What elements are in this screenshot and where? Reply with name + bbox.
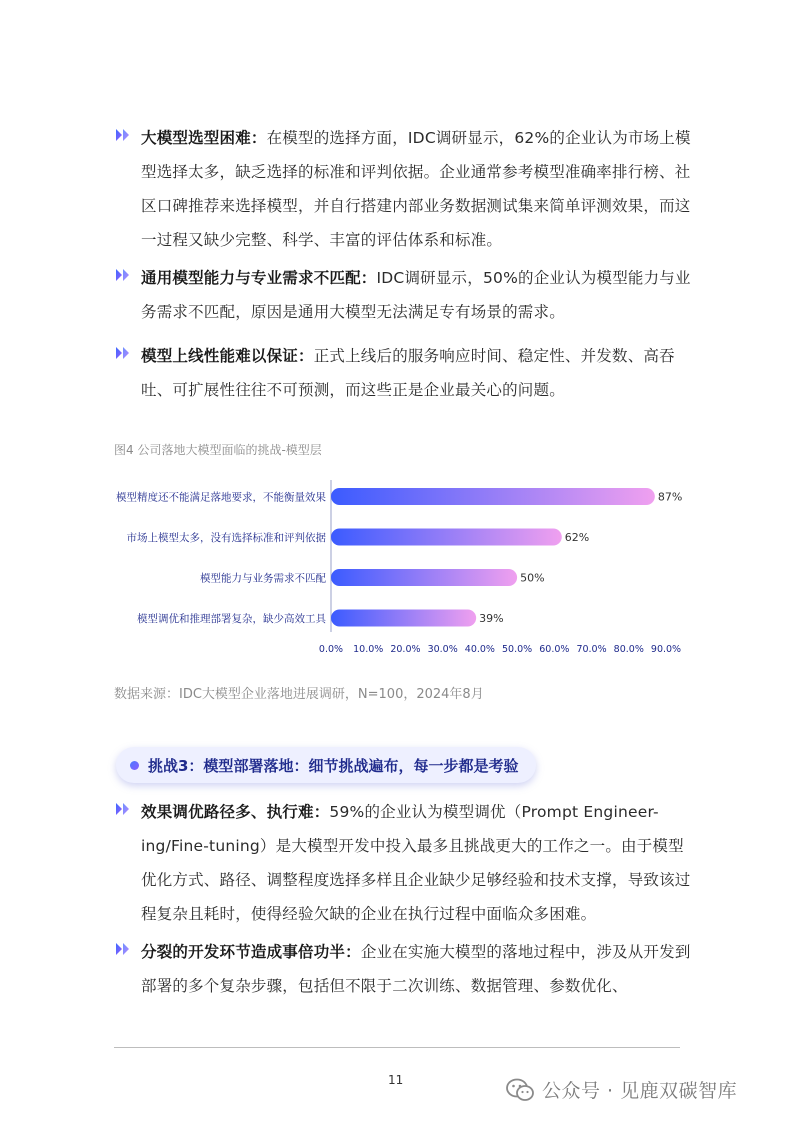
- bullet-item: [114, 261, 694, 329]
- x-tick-label: 90.0%: [650, 644, 682, 655]
- bullet-item: [114, 339, 694, 407]
- x-tick-label: 10.0%: [353, 644, 384, 655]
- value-label: 62%: [564, 531, 590, 544]
- bullet-body: 59%的企业认为模型调优（Prompt Engineer-ing/Fine-tuning）是大模型开发中投入最多且挑战更大的工作之一。由于模型优化方式、路径、调整程度选择多样且企业缺少足够经验和技术支撑，导致该过程复杂且耗时，使得经验欠缺的企业在执行过程中面临众多困难。: [141, 803, 691, 923]
- bullet-title: 效果调优路径多、执行难：: [141, 803, 330, 821]
- value-label: 39%: [479, 612, 504, 625]
- bullet-title: 分裂的开发环节造成事倍功半：: [141, 943, 361, 961]
- bar: [331, 569, 517, 586]
- section-title: 挑战3：模型部署落地：细节挑战遍布，每一步都是考验: [148, 756, 519, 775]
- footer-divider: [114, 1047, 680, 1048]
- x-tick-label: 80.0%: [613, 644, 644, 655]
- bullet-item: [114, 121, 694, 257]
- bullet-title: 模型上线性能难以保证：: [141, 347, 314, 365]
- bullet-text: [141, 795, 694, 931]
- x-tick-label: 50.0%: [502, 644, 533, 655]
- x-tick-label: 0.0%: [318, 644, 344, 655]
- value-label: 50%: [520, 571, 545, 585]
- category-label: 模型调优和推理部署复杂，缺少高效工具: [137, 613, 326, 625]
- bullet-item: [114, 935, 694, 1003]
- bullet-title: 大模型选型困难：: [141, 129, 267, 147]
- double-chevron-icon: [114, 345, 132, 361]
- figure-caption: 图4 公司落地大模型面临的挑战-模型层: [114, 443, 322, 457]
- x-tick-label: 20.0%: [390, 644, 421, 655]
- bullet-body: 在模型的选择方面，IDC调研显示，62%的企业认为市场上模型选择太多，缺乏选择的标准和评判依据。企业通常参考模型准确率排行榜、社区口碑推荐来选择模型，并自行搭建内部业务数据测试集来简单评测效果，而这一过程又缺少完整、科学、丰富的评估体系和标准。: [141, 129, 691, 249]
- x-tick-label: 30.0%: [427, 644, 458, 655]
- bullet-body: 正式上线后的服务响应时间、稳定性、并发数、高吞吐、可扩展性往往不可预测，而这些正是企业最关心的问题。: [141, 347, 675, 399]
- x-tick-label: 70.0%: [576, 644, 607, 655]
- double-chevron-icon: [114, 267, 132, 283]
- figure-source: 数据来源：IDC大模型企业落地进展调研，N=100，2024年8月: [114, 687, 484, 702]
- watermark-text: 公众号 · 见鹿双碳智库: [542, 1080, 738, 1102]
- value-label: 87%: [657, 490, 683, 504]
- bullet-dot-icon: [130, 761, 139, 770]
- bullet-text: [141, 121, 694, 257]
- double-chevron-icon: [114, 941, 132, 957]
- bullet-text: [141, 339, 694, 407]
- category-label: 市场上模型太多，没有选择标准和评判依据: [126, 532, 326, 544]
- category-label: 模型能力与业务需求不匹配: [200, 572, 326, 585]
- page-number: 11: [388, 1073, 404, 1087]
- bullet-text: [141, 261, 694, 329]
- watermark: [506, 1076, 737, 1103]
- x-tick-label: 60.0%: [539, 644, 570, 655]
- bar-chart: [0, 480, 794, 660]
- bar: [331, 610, 476, 627]
- double-chevron-icon: [114, 127, 132, 143]
- bar: [331, 529, 562, 546]
- bar: [331, 488, 655, 505]
- bullet-item: [114, 795, 694, 931]
- bullet-text: [141, 935, 694, 1003]
- bullet-body: 企业在实施大模型的落地过程中，涉及从开发到部署的多个复杂步骤，包括但不限于二次训练、数据管理、参数优化、: [141, 943, 691, 995]
- bullet-title: 通用模型能力与专业需求不匹配：: [141, 269, 377, 287]
- x-tick-label: 40.0%: [464, 644, 495, 655]
- wechat-icon: [506, 1078, 534, 1102]
- double-chevron-icon: [114, 801, 132, 817]
- section-heading: [116, 747, 536, 783]
- bullet-body: IDC调研显示，50%的企业认为模型能力与业务需求不匹配，原因是通用大模型无法满足专有场景的需求。: [141, 269, 691, 321]
- category-label: 模型精度还不能满足落地要求，不能衡量效果: [116, 491, 326, 504]
